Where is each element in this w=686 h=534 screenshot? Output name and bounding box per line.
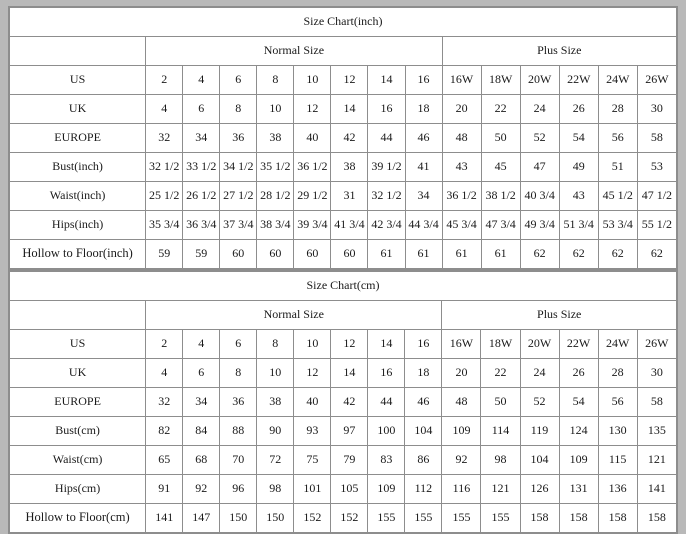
cell: 83 [368, 446, 405, 475]
cell: 158 [520, 504, 559, 533]
cell: 45 [481, 153, 520, 182]
cell: 4 [146, 359, 183, 388]
cell: 61 [442, 240, 481, 269]
cell: 27 1/2 [220, 182, 257, 211]
cell: 155 [481, 504, 520, 533]
cell: 8 [220, 359, 257, 388]
cell: 22W [559, 66, 598, 95]
cell: 37 3/4 [220, 211, 257, 240]
cell: 26W [637, 330, 676, 359]
cell: 44 3/4 [405, 211, 442, 240]
cell: 35 1/2 [257, 153, 294, 182]
table-row [10, 124, 677, 153]
cell: 54 [559, 388, 598, 417]
table-row [10, 446, 677, 475]
cell: 70 [220, 446, 257, 475]
cell: 31 [331, 182, 368, 211]
table-row [10, 504, 677, 533]
cell: 60 [331, 240, 368, 269]
cell: 22 [481, 359, 520, 388]
cell: 14 [368, 330, 405, 359]
cell: 155 [405, 504, 442, 533]
cell: 98 [257, 475, 294, 504]
table-row [10, 153, 677, 182]
size-chart-inch [8, 6, 678, 270]
cell: 38 [331, 153, 368, 182]
cell: 42 3/4 [368, 211, 405, 240]
cell: 38 [257, 124, 294, 153]
cell: 114 [481, 417, 520, 446]
table-row [10, 388, 677, 417]
cell: 44 [368, 388, 405, 417]
corner-cell [10, 301, 146, 330]
cell: 35 3/4 [146, 211, 183, 240]
cell: 4 [183, 66, 220, 95]
cell: 22 [481, 95, 520, 124]
cell: 34 [183, 388, 220, 417]
cell: 47 3/4 [481, 211, 520, 240]
cell: 24W [598, 66, 637, 95]
table-row [10, 330, 677, 359]
cell: 14 [331, 95, 368, 124]
cell: 50 [481, 388, 520, 417]
row-label: UK [10, 95, 146, 124]
cell: 24 [520, 359, 559, 388]
cell: 72 [257, 446, 294, 475]
cell: 62 [559, 240, 598, 269]
group-header-normal: Normal Size [146, 301, 442, 330]
cell: 42 [331, 124, 368, 153]
cell: 44 [368, 124, 405, 153]
cell: 12 [294, 359, 331, 388]
cell: 46 [405, 388, 442, 417]
cell: 58 [637, 388, 676, 417]
cell: 100 [368, 417, 405, 446]
cell: 51 [598, 153, 637, 182]
cell: 90 [257, 417, 294, 446]
cell: 16W [442, 66, 481, 95]
cell: 16 [405, 66, 442, 95]
cell: 121 [637, 446, 676, 475]
cell: 20W [520, 330, 559, 359]
cell: 24 [520, 95, 559, 124]
cell: 40 [294, 388, 331, 417]
cell: 119 [520, 417, 559, 446]
cell: 62 [520, 240, 559, 269]
row-label: US [10, 66, 146, 95]
cell: 61 [405, 240, 442, 269]
row-label: Bust(inch) [10, 153, 146, 182]
cell: 141 [146, 504, 183, 533]
cell: 4 [146, 95, 183, 124]
cell: 116 [442, 475, 481, 504]
group-header-row [10, 37, 677, 66]
cell: 92 [183, 475, 220, 504]
cell: 2 [146, 330, 183, 359]
cell: 39 3/4 [294, 211, 331, 240]
cell: 53 [637, 153, 676, 182]
cell: 28 [598, 359, 637, 388]
row-label: Hollow to Floor(inch) [10, 240, 146, 269]
table-row [10, 359, 677, 388]
cell: 98 [481, 446, 520, 475]
cell: 10 [257, 359, 294, 388]
cell: 18 [405, 359, 442, 388]
cell: 40 [294, 124, 331, 153]
cell: 155 [368, 504, 405, 533]
cell: 52 [520, 388, 559, 417]
cell: 147 [183, 504, 220, 533]
row-label: Hollow to Floor(cm) [10, 504, 146, 533]
cell: 152 [294, 504, 331, 533]
cell: 56 [598, 124, 637, 153]
cell: 109 [559, 446, 598, 475]
size-table-inch [9, 7, 677, 269]
cell: 8 [257, 330, 294, 359]
cell: 32 [146, 124, 183, 153]
cell: 32 [146, 388, 183, 417]
cell: 16 [405, 330, 442, 359]
cell: 38 3/4 [257, 211, 294, 240]
cell: 33 1/2 [183, 153, 220, 182]
cell: 101 [294, 475, 331, 504]
cell: 12 [331, 330, 368, 359]
cell: 20 [442, 359, 481, 388]
table-body-cm [10, 272, 677, 533]
cell: 93 [294, 417, 331, 446]
cell: 24W [598, 330, 637, 359]
cell: 30 [637, 359, 676, 388]
cell: 20W [520, 66, 559, 95]
cell: 62 [637, 240, 676, 269]
row-label: Waist(cm) [10, 446, 146, 475]
cell: 26W [637, 66, 676, 95]
table-row [10, 182, 677, 211]
cell: 54 [559, 124, 598, 153]
cell: 29 1/2 [294, 182, 331, 211]
cell: 104 [405, 417, 442, 446]
size-table-cm [9, 271, 677, 533]
cell: 26 [559, 95, 598, 124]
cell: 43 [442, 153, 481, 182]
cell: 47 [520, 153, 559, 182]
cell: 130 [598, 417, 637, 446]
cell: 53 3/4 [598, 211, 637, 240]
cell: 135 [637, 417, 676, 446]
cell: 34 [183, 124, 220, 153]
cell: 25 1/2 [146, 182, 183, 211]
table-row [10, 95, 677, 124]
cell: 38 [257, 388, 294, 417]
cell: 22W [559, 330, 598, 359]
cell: 60 [220, 240, 257, 269]
cell: 124 [559, 417, 598, 446]
cell: 141 [637, 475, 676, 504]
cell: 4 [183, 330, 220, 359]
cell: 12 [331, 66, 368, 95]
cell: 14 [368, 66, 405, 95]
cell: 86 [405, 446, 442, 475]
cell: 16W [442, 330, 481, 359]
cell: 47 1/2 [637, 182, 676, 211]
cell: 45 3/4 [442, 211, 481, 240]
cell: 36 3/4 [183, 211, 220, 240]
cell: 34 1/2 [220, 153, 257, 182]
cell: 16 [368, 359, 405, 388]
cell: 12 [294, 95, 331, 124]
row-label: Hips(cm) [10, 475, 146, 504]
cell: 59 [146, 240, 183, 269]
cell: 34 [405, 182, 442, 211]
cell: 8 [220, 95, 257, 124]
table-row [10, 417, 677, 446]
cell: 43 [559, 182, 598, 211]
cell: 121 [481, 475, 520, 504]
table-row [10, 211, 677, 240]
cell: 136 [598, 475, 637, 504]
cell: 152 [331, 504, 368, 533]
title-row [10, 8, 677, 37]
cell: 45 1/2 [598, 182, 637, 211]
cell: 61 [481, 240, 520, 269]
cell: 60 [257, 240, 294, 269]
cell: 32 1/2 [146, 153, 183, 182]
cell: 126 [520, 475, 559, 504]
cell: 115 [598, 446, 637, 475]
cell: 112 [405, 475, 442, 504]
title-row [10, 272, 677, 301]
cell: 26 1/2 [183, 182, 220, 211]
cell: 41 3/4 [331, 211, 368, 240]
cell: 84 [183, 417, 220, 446]
cell: 68 [183, 446, 220, 475]
cell: 51 3/4 [559, 211, 598, 240]
cell: 55 1/2 [637, 211, 676, 240]
cell: 42 [331, 388, 368, 417]
cell: 79 [331, 446, 368, 475]
group-header-normal: Normal Size [146, 37, 442, 66]
cell: 104 [520, 446, 559, 475]
cell: 109 [368, 475, 405, 504]
cell: 36 1/2 [442, 182, 481, 211]
row-label: Waist(inch) [10, 182, 146, 211]
cell: 10 [257, 95, 294, 124]
cell: 91 [146, 475, 183, 504]
cell: 150 [220, 504, 257, 533]
cell: 61 [368, 240, 405, 269]
cell: 26 [559, 359, 598, 388]
cell: 158 [598, 504, 637, 533]
row-label: EUROPE [10, 124, 146, 153]
cell: 16 [368, 95, 405, 124]
cell: 2 [146, 66, 183, 95]
cell: 14 [331, 359, 368, 388]
cell: 97 [331, 417, 368, 446]
cell: 28 1/2 [257, 182, 294, 211]
cell: 49 3/4 [520, 211, 559, 240]
cell: 59 [183, 240, 220, 269]
row-label: Hips(inch) [10, 211, 146, 240]
cell: 60 [294, 240, 331, 269]
cell: 150 [257, 504, 294, 533]
chart-title-inch: Size Chart(inch) [10, 8, 677, 37]
cell: 39 1/2 [368, 153, 405, 182]
cell: 18W [481, 330, 520, 359]
cell: 131 [559, 475, 598, 504]
cell: 30 [637, 95, 676, 124]
cell: 10 [294, 330, 331, 359]
group-header-plus: Plus Size [442, 37, 676, 66]
cell: 155 [442, 504, 481, 533]
cell: 109 [442, 417, 481, 446]
cell: 52 [520, 124, 559, 153]
cell: 62 [598, 240, 637, 269]
cell: 88 [220, 417, 257, 446]
row-label: US [10, 330, 146, 359]
row-label: UK [10, 359, 146, 388]
cell: 36 1/2 [294, 153, 331, 182]
cell: 49 [559, 153, 598, 182]
cell: 28 [598, 95, 637, 124]
table-row [10, 475, 677, 504]
cell: 8 [257, 66, 294, 95]
cell: 58 [637, 124, 676, 153]
cell: 56 [598, 388, 637, 417]
corner-cell [10, 37, 146, 66]
cell: 75 [294, 446, 331, 475]
chart-title-cm: Size Chart(cm) [10, 272, 677, 301]
cell: 6 [220, 66, 257, 95]
cell: 105 [331, 475, 368, 504]
cell: 96 [220, 475, 257, 504]
cell: 10 [294, 66, 331, 95]
cell: 6 [183, 359, 220, 388]
cell: 32 1/2 [368, 182, 405, 211]
cell: 50 [481, 124, 520, 153]
cell: 36 [220, 124, 257, 153]
cell: 48 [442, 124, 481, 153]
cell: 41 [405, 153, 442, 182]
cell: 92 [442, 446, 481, 475]
cell: 158 [637, 504, 676, 533]
row-label: EUROPE [10, 388, 146, 417]
cell: 65 [146, 446, 183, 475]
table-row [10, 240, 677, 269]
group-header-plus: Plus Size [442, 301, 677, 330]
cell: 38 1/2 [481, 182, 520, 211]
cell: 82 [146, 417, 183, 446]
cell: 158 [559, 504, 598, 533]
group-header-row [10, 301, 677, 330]
cell: 6 [220, 330, 257, 359]
cell: 18W [481, 66, 520, 95]
size-chart-cm [8, 270, 678, 534]
cell: 40 3/4 [520, 182, 559, 211]
cell: 48 [442, 388, 481, 417]
cell: 20 [442, 95, 481, 124]
table-row [10, 66, 677, 95]
row-label: Bust(cm) [10, 417, 146, 446]
cell: 18 [405, 95, 442, 124]
cell: 46 [405, 124, 442, 153]
cell: 36 [220, 388, 257, 417]
cell: 6 [183, 95, 220, 124]
table-body-inch [10, 8, 677, 269]
